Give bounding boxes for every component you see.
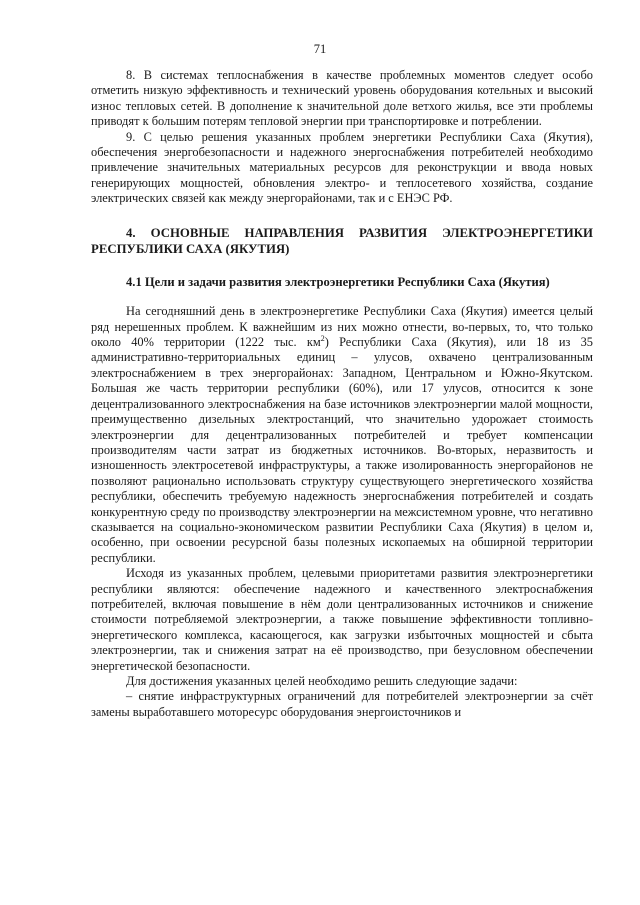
paragraph-8: 8. В системах теплоснабжения в качестве проблемных моментов следует особо отметить низкую эффективность и технический уровень оборудования котельных и высокий износ тепловых сетей. В дополнение к значительной доле ветхого жилья, все эти проблемы приводят к большим потерям тепловой энергии при транспортировке и потреблении. [91,68,593,129]
page-number: 71 [313,42,327,56]
page-content [91,68,593,720]
superscript-2: 2 [320,333,325,343]
section-heading: 4. ОСНОВНЫЕ НАПРАВЛЕНИЯ РАЗВИТИЯ ЭЛЕКТРОЭНЕРГЕТИКИ РЕСПУБЛИКИ САХА (ЯКУТИЯ) [91,225,593,256]
paragraph-priorities: Исходя из указанных проблем, целевыми приоритетами развития электроэнергетики республики являются: обеспечение надежного и качественного электроснабжения потребителей, включая повышение в нём доли централизованных источников и снижение стоимости потребляемой электроэнергии, а также повышение эффективности топливно-энергетического комплекса, касающегося, как загрузки избыточных мощностей и сбыта электроэнергии, так и снижения затрат на её производство, при безусловном обеспечении энергетической безопасности. [91,566,593,673]
paragraph-main-part2: ) Республики Саха (Якутия), или 18 из 35 административно-территориальных единиц – улусов, охвачено централизованным электроснабжением в трех энергорайонах: Западном, Центральном и Южно-Якутском. Большая же часть территории республики (60%), или 17 улусов, относится к зоне децентрализованного электроснабжения на базе источников электроэнергии малой мощности, преимущественно дизельных электростанций, что значительно удорожает стоимость электроэнергии для децентрализованных потребителей и требует компенсации производителям части затрат из бюджетных источников. Во-вторых, неразвитость и изношенность электросетевой инфраструктуры, а также изолированность энергорайонов не позволяют рационально использовать структуру существующего энергетического хозяйства республики, обеспечить требуемую надежность энергоснабжения потребителей и создать конкурентную среду по производству электроэнергии на межсистемном уровне, что негативно сказывается на социально-экономическом развитии Республики Саха (Якутия) в целом и, особенно, при освоении ресурсной базы полезных ископаемых на обширной территории республики. [91,335,593,565]
list-item-task-1: – снятие инфраструктурных ограничений для потребителей электроэнергии за счёт замены выработавшего моторесурс оборудования энергоисточников и [91,689,593,719]
subsection-heading: 4.1 Цели и задачи развития электроэнергетики Республики Саха (Якутия) [126,274,550,289]
paragraph-tasks-intro: Для достижения указанных целей необходимо решить следующие задачи: [126,674,518,688]
paragraph-main-part1: На сегодняшний день в электроэнергетике Республики Саха (Якутия) имеется целый ряд нерешенных проблем. К важнейшим из них можно отнести, во-первых, то, что только около 40% территории (1222 тыс. км [91,304,593,350]
paragraph-main [91,304,593,566]
paragraph-9: 9. С целью решения указанных проблем энергетики Республики Саха (Якутия), обеспечения энергобезопасности и надежного энергоснабжения потребителей необходимо привлечение значительных материальных ресурсов для реконструкции и ввода новых генерирующих мощностей, обновления электро- и теплосетевого хозяйства, создание электрических связей как между энергорайонами, так и с ЕНЭС РФ. [91,129,593,206]
